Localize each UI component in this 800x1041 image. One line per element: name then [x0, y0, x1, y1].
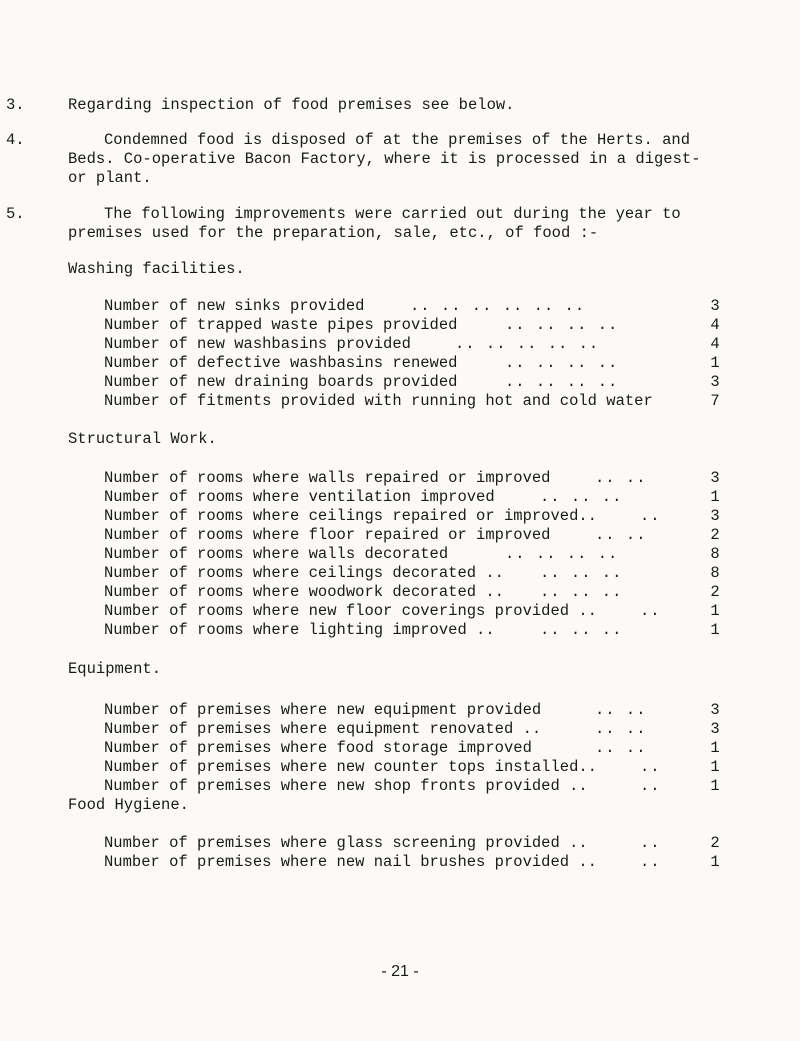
row-leader: .. — [640, 853, 661, 871]
row-value: 3 — [710, 507, 720, 525]
row-label: Number of rooms where ventilation improved — [104, 488, 495, 506]
row-value: 3 — [710, 720, 720, 738]
row-leader: .. .. .. .. — [505, 545, 619, 563]
row-label: Number of new sinks provided — [104, 297, 365, 315]
row-value: 7 — [710, 392, 720, 410]
row-value: 2 — [710, 583, 720, 601]
row-label: Number of rooms where floor repaired or improved — [104, 526, 551, 544]
row-label: Number of premises where glass screening provided .. — [104, 834, 588, 852]
row-leader: .. .. .. .. .. — [455, 335, 600, 353]
section-4-line-2: Beds. Co-operative Bacon Factory, where it is processed in a digest- — [68, 150, 701, 168]
row-label: Number of premises where new counter tops installed.. — [104, 758, 597, 776]
section-4-line-1: Condemned food is disposed of at the premises of the Herts. and — [104, 131, 690, 149]
row-value: 1 — [710, 777, 720, 795]
row-value: 2 — [710, 834, 720, 852]
section-5-line-1: The following improvements were carried out during the year to — [104, 205, 681, 223]
section-3-number: 3. — [6, 96, 25, 114]
row-leader: .. .. .. .. — [505, 373, 619, 391]
section-4-number: 4. — [6, 131, 25, 149]
row-label: Number of premises where equipment renovated .. — [104, 720, 542, 738]
row-value: 4 — [710, 335, 720, 353]
section-4-line-3: or plant. — [68, 169, 152, 187]
row-label: Number of rooms where ceilings decorated .. — [104, 564, 504, 582]
row-value: 1 — [710, 621, 720, 639]
row-leader: .. .. — [595, 469, 647, 487]
row-leader: .. — [640, 602, 661, 620]
row-label: Number of rooms where new floor coverings provided .. — [104, 602, 597, 620]
row-label: Number of new washbasins provided — [104, 335, 411, 353]
row-leader: .. .. .. — [540, 488, 623, 506]
row-leader: .. .. — [595, 701, 647, 719]
row-label: Number of new draining boards provided — [104, 373, 458, 391]
row-leader: .. — [640, 834, 661, 852]
row-label: Number of rooms where ceilings repaired or improved.. — [104, 507, 597, 525]
page-number: - 21 - — [381, 963, 419, 980]
row-label: Number of defective washbasins renewed — [104, 354, 458, 372]
row-value: 3 — [710, 297, 720, 315]
row-label: Number of rooms where walls repaired or improved — [104, 469, 551, 487]
row-leader: .. .. .. — [540, 621, 623, 639]
row-label: Number of rooms where lighting improved .. — [104, 621, 495, 639]
row-leader: .. — [640, 777, 661, 795]
row-value: 8 — [710, 564, 720, 582]
section-5-line-2: premises used for the preparation, sale, etc., of food :- — [68, 224, 599, 242]
row-label: Number of premises where new nail brushes provided .. — [104, 853, 597, 871]
washing-heading: Washing facilities. — [68, 260, 245, 278]
row-value: 3 — [710, 373, 720, 391]
row-label: Number of fitments provided with running hot and cold water — [104, 392, 653, 410]
row-label: Number of premises where new equipment provided — [104, 701, 542, 719]
section-5-number: 5. — [6, 205, 25, 223]
row-value: 1 — [710, 602, 720, 620]
row-leader: .. .. — [595, 720, 647, 738]
row-leader: .. .. — [595, 739, 647, 757]
row-leader: .. .. .. .. .. .. — [410, 297, 586, 315]
row-leader: .. .. — [595, 526, 647, 544]
row-leader: .. — [640, 507, 661, 525]
row-value: 1 — [710, 853, 720, 871]
row-leader: .. .. .. .. — [505, 354, 619, 372]
row-value: 1 — [710, 739, 720, 757]
row-value: 4 — [710, 316, 720, 334]
row-value: 1 — [710, 354, 720, 372]
section-3-text: Regarding inspection of food premises see below. — [68, 96, 515, 114]
row-value: 1 — [710, 758, 720, 776]
row-label: Number of premises where food storage improved — [104, 739, 532, 757]
row-value: 2 — [710, 526, 720, 544]
structural-heading: Structural Work. — [68, 430, 217, 448]
row-label: Number of premises where new shop fronts provided .. — [104, 777, 588, 795]
row-value: 3 — [710, 469, 720, 487]
row-label: Number of trapped waste pipes provided — [104, 316, 458, 334]
row-value: 1 — [710, 488, 720, 506]
row-leader: .. .. .. — [540, 564, 623, 582]
row-leader: .. .. .. .. — [505, 316, 619, 334]
row-value: 3 — [710, 701, 720, 719]
equipment-heading: Equipment. — [68, 660, 162, 678]
hygiene-heading: Food Hygiene. — [68, 796, 189, 814]
row-label: Number of rooms where walls decorated — [104, 545, 449, 563]
row-leader: .. — [640, 758, 661, 776]
row-value: 8 — [710, 545, 720, 563]
row-label: Number of rooms where woodwork decorated .. — [104, 583, 504, 601]
row-leader: .. .. .. — [540, 583, 623, 601]
